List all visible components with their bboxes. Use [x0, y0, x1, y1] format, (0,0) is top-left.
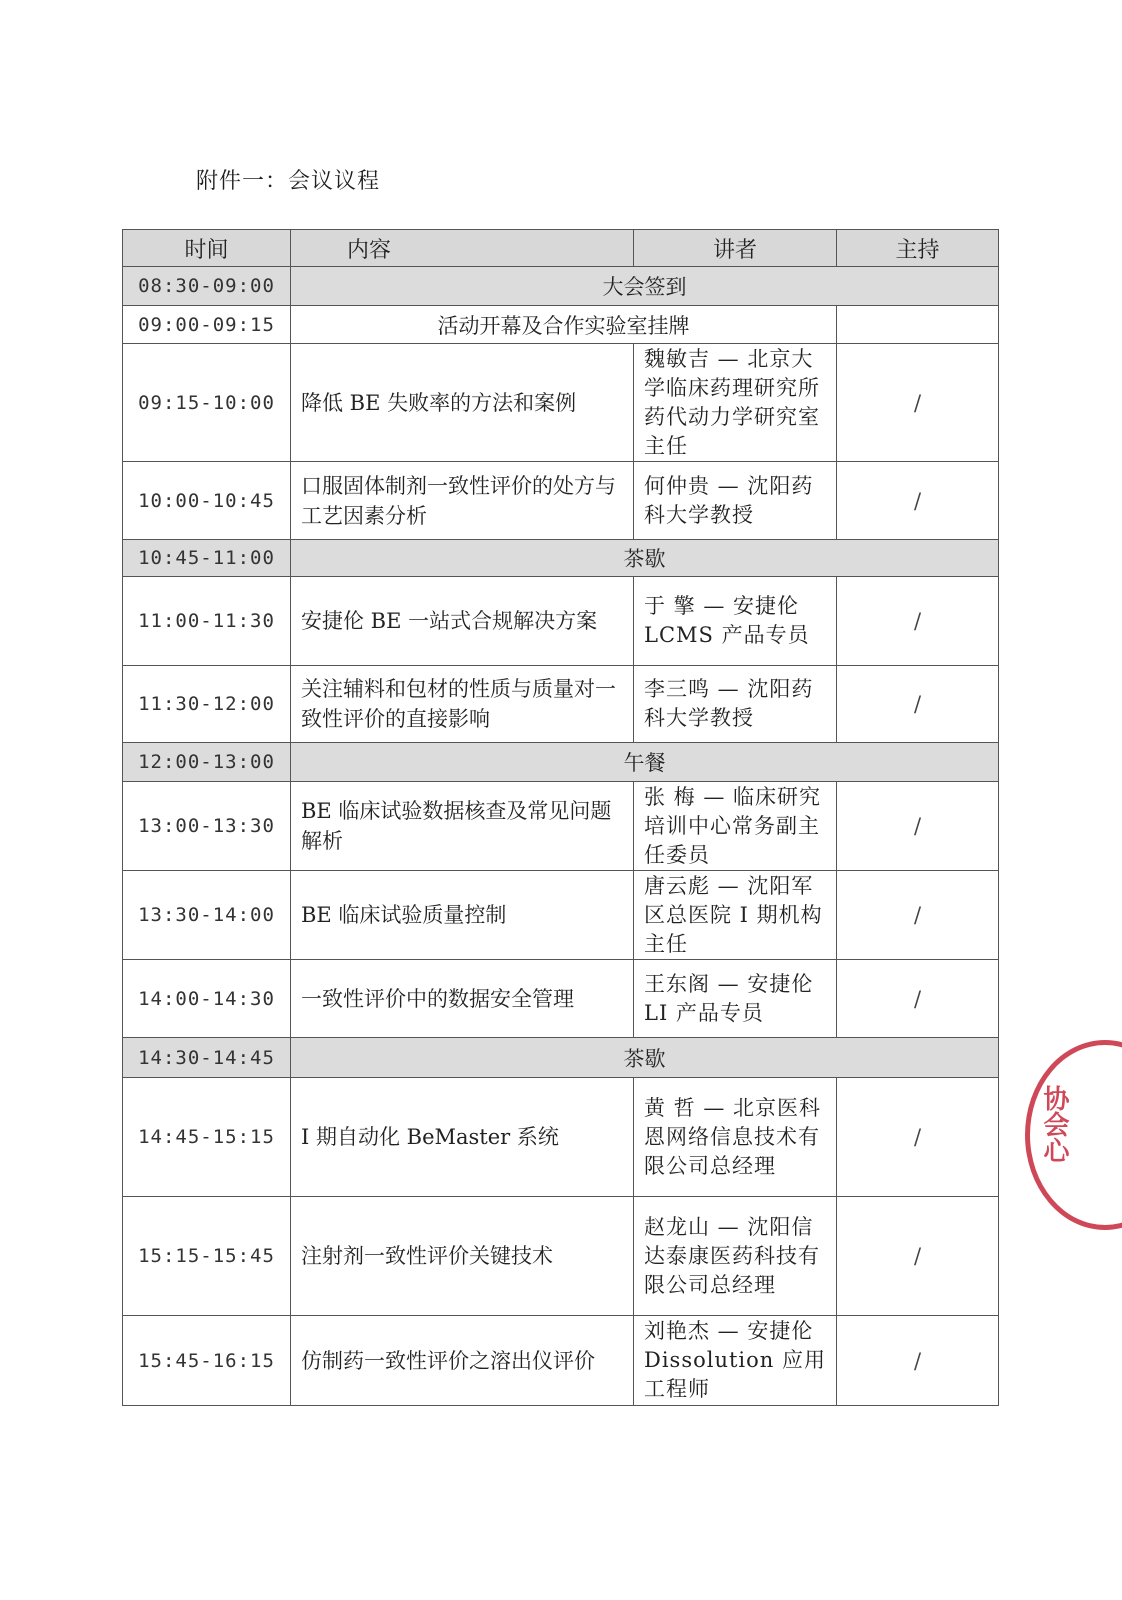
row-host: / [837, 344, 999, 462]
row-time: 10:00-10:45 [123, 462, 291, 540]
table-row [123, 1038, 999, 1078]
table-row [123, 577, 999, 666]
row-time: 15:15-15:45 [123, 1197, 291, 1316]
row-time: 13:30-14:00 [123, 871, 291, 960]
row-time: 14:00-14:30 [123, 960, 291, 1038]
table-row [123, 267, 999, 306]
row-host: / [837, 1078, 999, 1197]
table-row [123, 666, 999, 743]
row-speaker: 于 擎 — 安捷伦 LCMS 产品专员 [634, 577, 837, 666]
header-time: 时间 [123, 230, 291, 267]
table-row [123, 1316, 999, 1406]
row-break-label: 午餐 [291, 743, 999, 782]
row-content: 降低 BE 失败率的方法和案例 [291, 344, 634, 462]
row-time: 11:00-11:30 [123, 577, 291, 666]
row-speaker: 黄 哲 — 北京医科恩网络信息技术有限公司总经理 [634, 1078, 837, 1197]
row-content: 关注辅料和包材的性质与质量对一致性评价的直接影响 [291, 666, 634, 743]
row-host: / [837, 1197, 999, 1316]
row-time: 11:30-12:00 [123, 666, 291, 743]
table-row [123, 960, 999, 1038]
row-time: 13:00-13:30 [123, 782, 291, 871]
row-time: 14:45-15:15 [123, 1078, 291, 1197]
table-row [123, 743, 999, 782]
header-speaker: 讲者 [634, 230, 837, 267]
page-title: 附件一：会议议程 [196, 169, 381, 194]
row-time: 09:00-09:15 [123, 306, 291, 344]
table-row [123, 871, 999, 960]
row-host [837, 306, 999, 344]
row-host: / [837, 666, 999, 743]
row-time: 15:45-16:15 [123, 1316, 291, 1406]
row-content: 口服固体制剂一致性评价的处方与工艺因素分析 [291, 462, 634, 540]
row-host: / [837, 577, 999, 666]
row-content: BE 临床试验质量控制 [291, 871, 634, 960]
row-content: 仿制药一致性评价之溶出仪评价 [291, 1316, 634, 1406]
row-break-label: 大会签到 [291, 267, 999, 306]
row-speaker: 刘艳杰 — 安捷伦 Dissolution 应用工程师 [634, 1316, 837, 1406]
row-speaker: 唐云彪 — 沈阳军区总医院 I 期机构主任 [634, 871, 837, 960]
row-content: 一致性评价中的数据安全管理 [291, 960, 634, 1038]
table-header-row [123, 230, 999, 267]
row-content: 注射剂一致性评价关键技术 [291, 1197, 634, 1316]
row-time: 14:30-14:45 [123, 1038, 291, 1078]
row-time: 10:45-11:00 [123, 540, 291, 577]
row-content: BE 临床试验数据核查及常见问题解析 [291, 782, 634, 871]
row-content: I 期自动化 BeMaster 系统 [291, 1078, 634, 1197]
header-content: 内容 [291, 230, 634, 267]
row-break-label: 茶歇 [291, 1038, 999, 1078]
agenda-table [122, 229, 999, 1406]
row-host: / [837, 462, 999, 540]
table-row [123, 344, 999, 462]
red-seal-stamp [1025, 1040, 1122, 1230]
row-break-label: 茶歇 [291, 540, 999, 577]
row-speaker: 李三鸣 — 沈阳药科大学教授 [634, 666, 837, 743]
table-row [123, 306, 999, 344]
table-row [123, 540, 999, 577]
table-row [123, 782, 999, 871]
stamp-text: 协会心 [1039, 1085, 1069, 1163]
row-speaker: 张 梅 — 临床研究培训中心常务副主任委员 [634, 782, 837, 871]
header-host: 主持 [837, 230, 999, 267]
row-host: / [837, 1316, 999, 1406]
row-time: 12:00-13:00 [123, 743, 291, 782]
row-host: / [837, 871, 999, 960]
row-time: 08:30-09:00 [123, 267, 291, 306]
row-speaker: 王东阁 — 安捷伦 LI 产品专员 [634, 960, 837, 1038]
table-row [123, 462, 999, 540]
row-speaker: 何仲贵 — 沈阳药科大学教授 [634, 462, 837, 540]
row-time: 09:15-10:00 [123, 344, 291, 462]
row-host: / [837, 782, 999, 871]
table-row [123, 1197, 999, 1316]
row-host: / [837, 960, 999, 1038]
row-speaker: 赵龙山 — 沈阳信达泰康医药科技有限公司总经理 [634, 1197, 837, 1316]
row-speaker: 魏敏吉 — 北京大学临床药理研究所药代动力学研究室主任 [634, 344, 837, 462]
table-row [123, 1078, 999, 1197]
row-content: 安捷伦 BE 一站式合规解决方案 [291, 577, 634, 666]
row-content: 活动开幕及合作实验室挂牌 [291, 306, 837, 344]
